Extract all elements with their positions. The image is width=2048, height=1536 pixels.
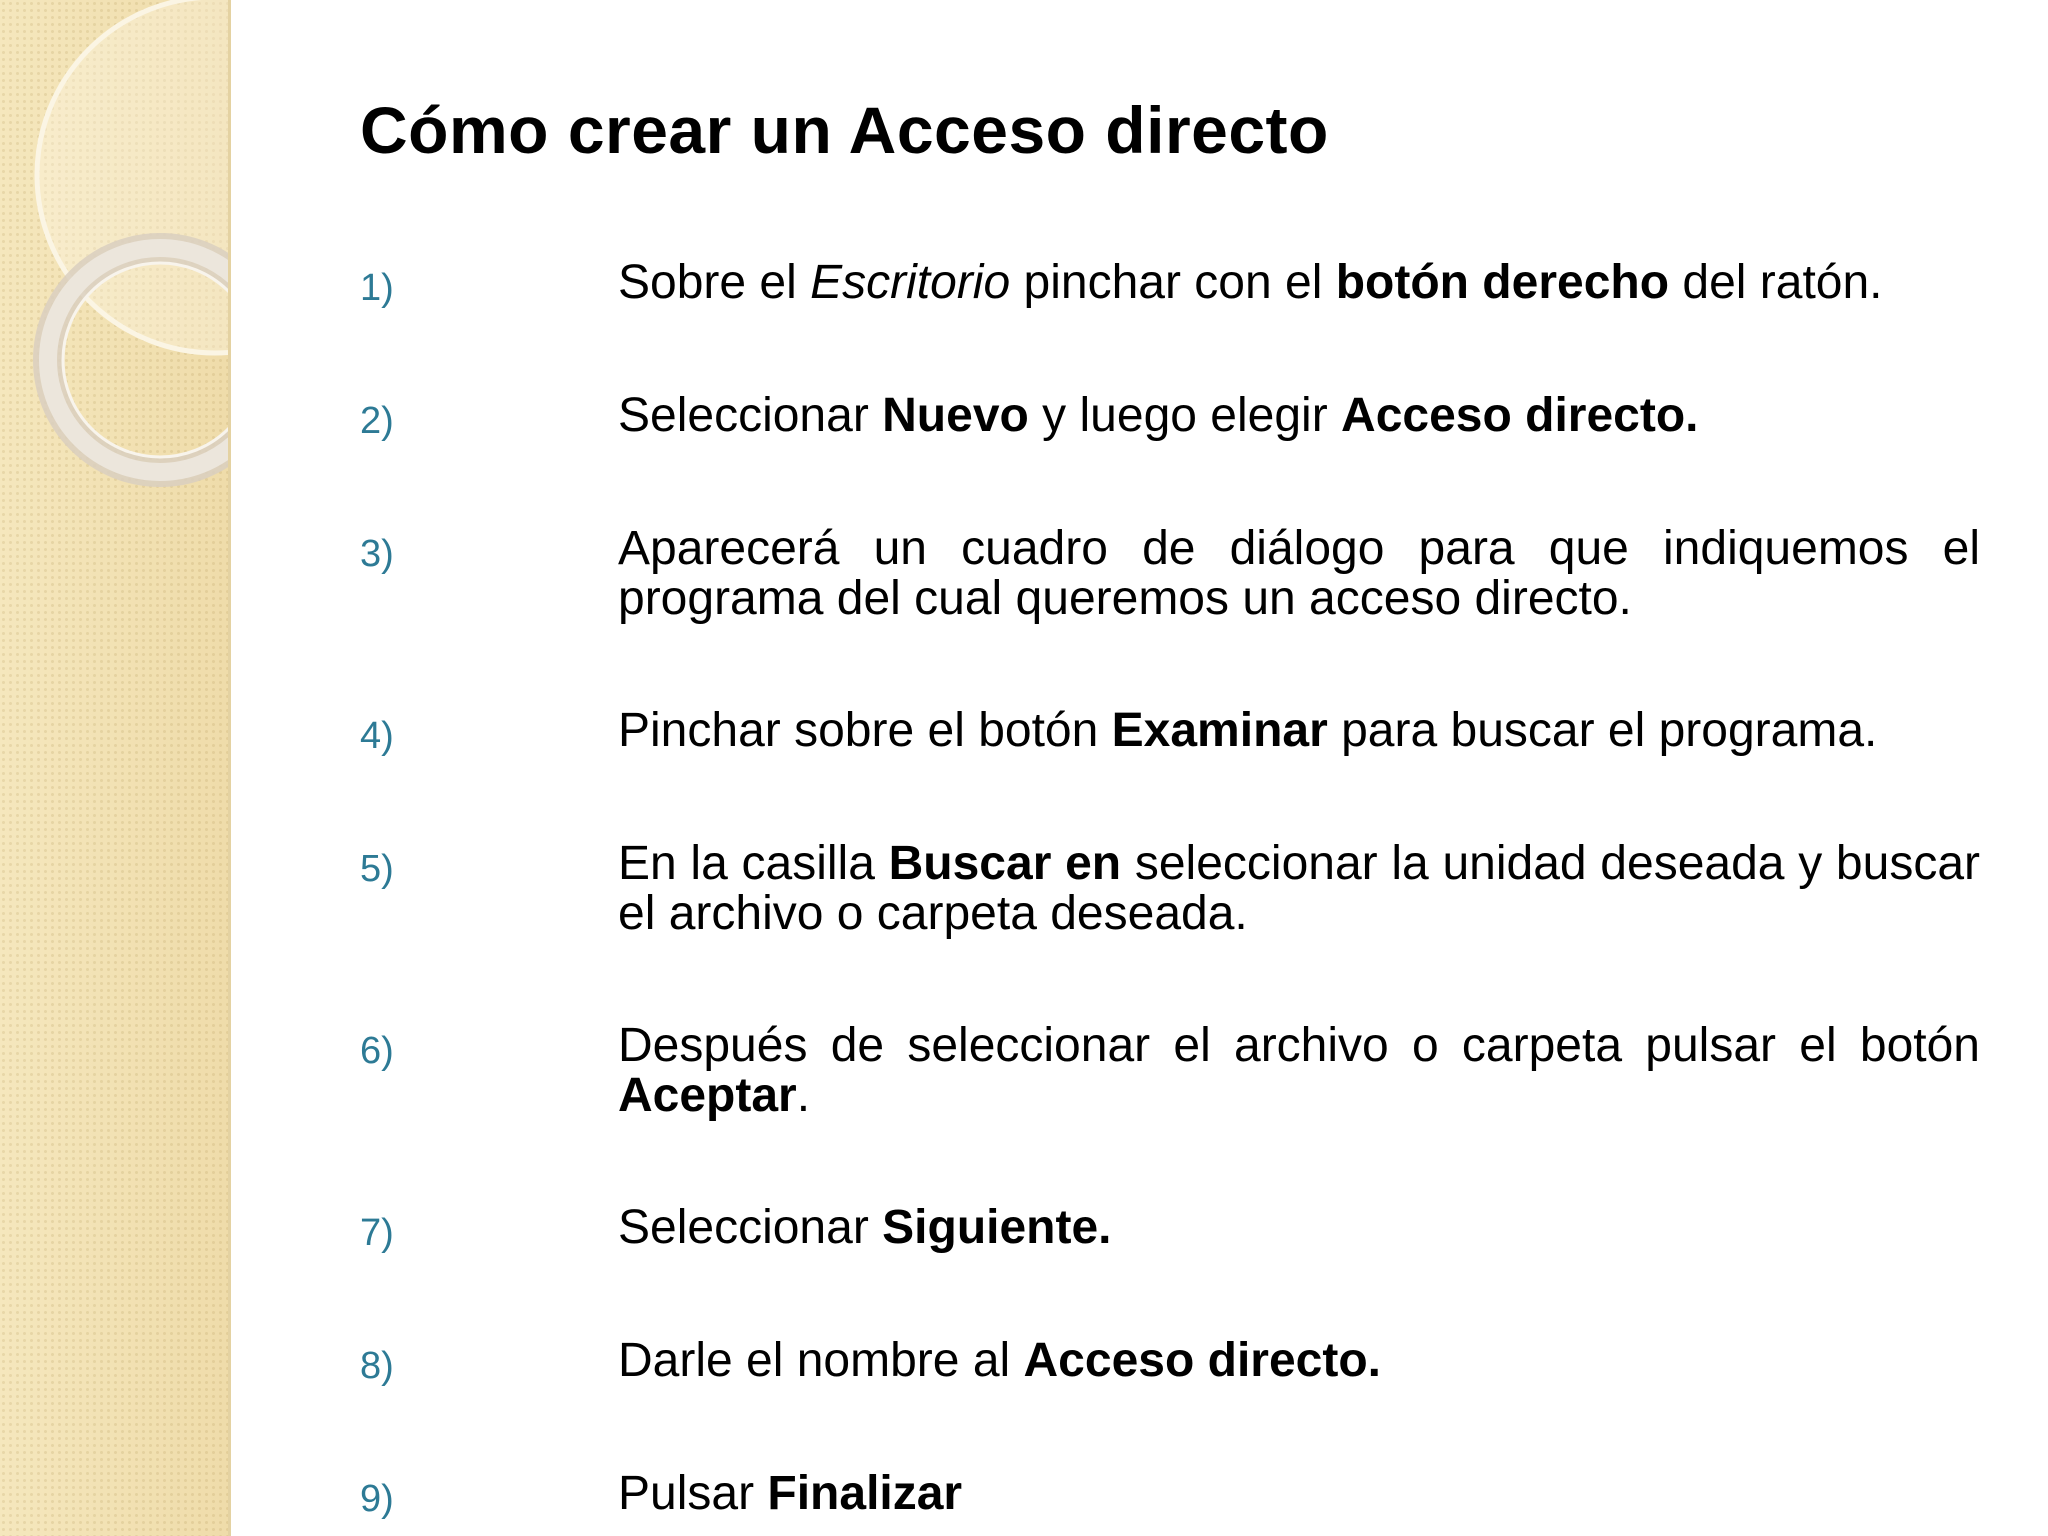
bold-text: Aceptar: [618, 1069, 797, 1122]
step-text: [618, 839, 1980, 939]
step-text: [618, 391, 1980, 441]
bold-text: botón derecho: [1335, 256, 1670, 309]
bold-text: Acceso directo.: [1341, 389, 1699, 442]
italic-text: Escritorio: [810, 256, 1011, 309]
step-number: 3): [360, 533, 394, 575]
text-segment: En la casilla: [618, 837, 889, 890]
list-item: [360, 839, 1980, 1021]
list-item: [360, 391, 1980, 524]
step-number: 1): [360, 267, 394, 309]
step-number: 9): [360, 1478, 394, 1520]
step-number: 4): [360, 715, 394, 757]
list-item: [360, 1203, 1980, 1336]
list-item: [360, 524, 1980, 706]
bold-text: Finalizar: [767, 1467, 963, 1520]
text-segment: Aparecerá un cuadro de diálogo para que indiquemos el programa del cual queremos un acceso directo.: [618, 522, 1980, 625]
text-segment: seleccionar la unidad deseada y buscar el archivo o carpeta deseada.: [618, 837, 1980, 940]
text-segment: .: [796, 1069, 811, 1122]
decorative-sidebar: [0, 0, 231, 1536]
bold-text: Nuevo: [882, 389, 1029, 442]
decorative-rings-icon: [0, 0, 228, 520]
text-segment: para buscar el programa.: [1327, 704, 1878, 757]
bold-text: Examinar: [1111, 704, 1328, 757]
slide-title: Cómo crear un Acceso directo: [360, 93, 1329, 167]
step-text: [618, 1469, 1980, 1519]
steps-list: [360, 258, 1980, 1529]
text-segment: Pulsar: [618, 1467, 768, 1520]
step-text: [618, 706, 1980, 756]
text-segment: pinchar con el: [1010, 256, 1336, 309]
text-segment: Darle el nombre al: [618, 1334, 1024, 1387]
text-segment: Seleccionar: [618, 389, 883, 442]
step-number: 5): [360, 848, 394, 890]
text-segment: Sobre el: [618, 256, 811, 309]
text-segment: Después de seleccionar el archivo o carpeta pulsar el botón: [618, 1019, 1980, 1072]
list-item: [360, 1336, 1980, 1469]
bold-text: Siguiente.: [882, 1201, 1112, 1254]
list-item: [360, 706, 1980, 839]
step-text: [618, 1336, 1980, 1386]
step-text: [618, 1203, 1980, 1253]
text-segment: del ratón.: [1669, 256, 1883, 309]
list-item: [360, 1469, 1980, 1529]
step-number: 6): [360, 1030, 394, 1072]
text-segment: Pinchar sobre el botón: [618, 704, 1112, 757]
text-segment: y luego elegir: [1028, 389, 1342, 442]
list-item: [360, 258, 1980, 391]
bold-text: Buscar en: [888, 837, 1122, 890]
step-number: 8): [360, 1345, 394, 1387]
step-text: [618, 524, 1980, 624]
step-number: 2): [360, 400, 394, 442]
step-text: [618, 258, 1980, 308]
step-text: [618, 1021, 1980, 1121]
bold-text: Acceso directo.: [1023, 1334, 1381, 1387]
step-number: 7): [360, 1212, 394, 1254]
list-item: [360, 1021, 1980, 1203]
text-segment: Seleccionar: [618, 1201, 883, 1254]
